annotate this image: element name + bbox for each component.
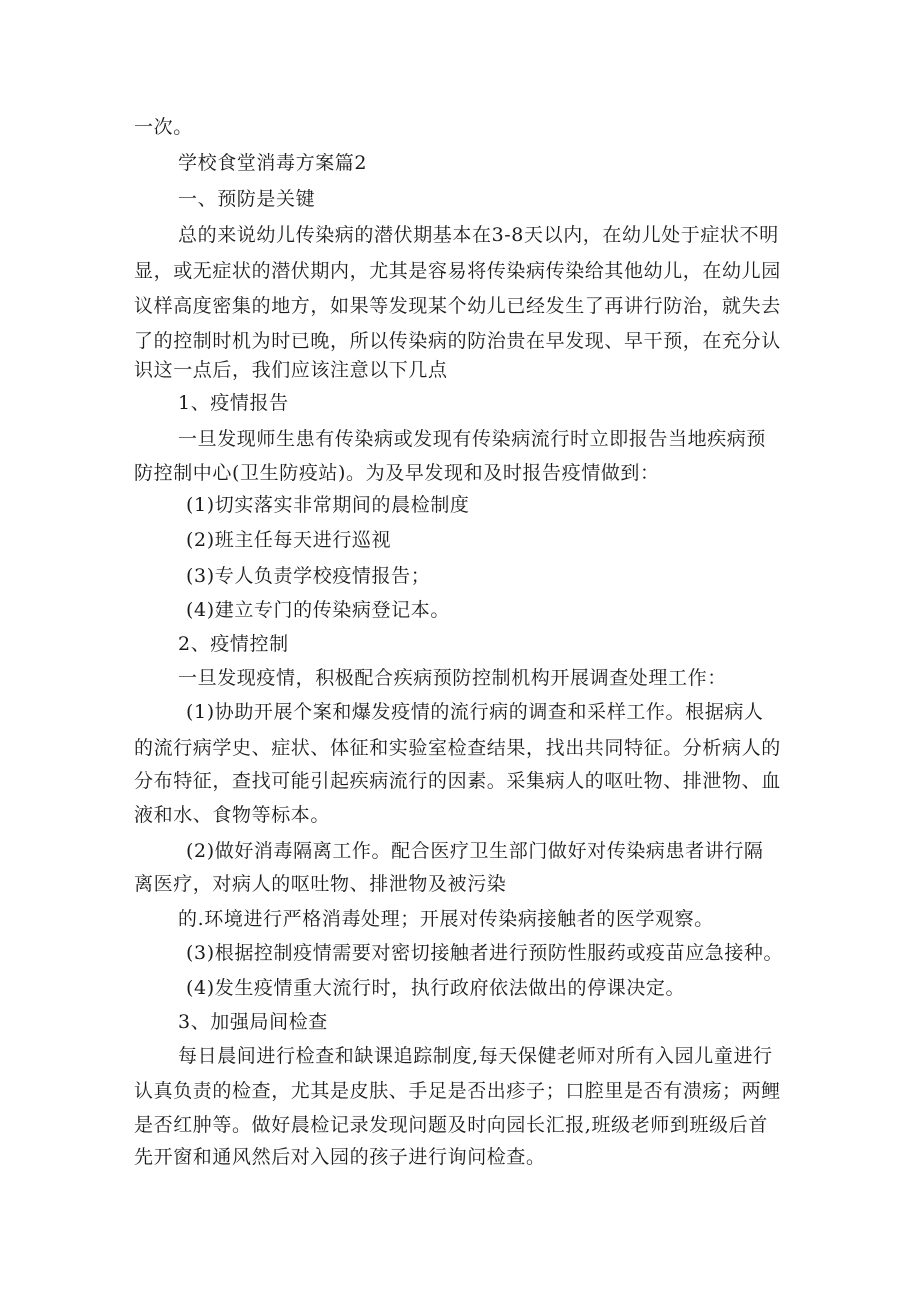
list-item: (3)根据控制疫情需要对密切接触者进行预防性服药或疫苗应急接种。	[186, 942, 784, 964]
text-line: 是否红肿等。做好晨检记录发现问题及时向园长汇报,班级老师到班级后首	[134, 1114, 768, 1136]
section-title: 学校食堂消毒方案篇2	[178, 152, 368, 174]
list-item: (4)发生疫情重大流行时，执行政府依法做出的停课决定。	[186, 977, 686, 999]
list-item: (4)建立专门的传染病登记本。	[186, 599, 450, 621]
list-item: (2)班主任每天进行巡视	[186, 529, 392, 551]
text-line: 一旦发现疫情，积极配合疾病预防控制机构开展调查处理工作：	[178, 667, 727, 689]
text-line: 分布特征，查找可能引起疾病流行的因素。采集病人的呕吐物、排泄物、血	[134, 770, 781, 792]
heading: 一、预防是关键	[178, 188, 316, 210]
text-line: 议样高度密集的地方，如果等发现某个幼儿已经发生了再讲行防治，就失去	[134, 295, 781, 317]
text-line: 每日晨间进行检查和缺课追踪制度,每天保健老师对所有入园儿童进行	[178, 1045, 773, 1067]
text-line: 一次。	[134, 116, 193, 138]
text-line: 总的来说幼儿传染病的潜伏期基本在3-8天以内，在幼儿处于症状不明	[178, 224, 779, 246]
list-item: (3)专人负责学校疫情报告；	[186, 565, 431, 587]
list-item: (2)做好消毒隔离工作。配合医疗卫生部门做好对传染病患者讲行隔	[186, 840, 764, 862]
text-line: 识这一点后，我们应该注意以下几点	[134, 359, 448, 381]
text-line: 液和水、食物等标本。	[134, 804, 331, 826]
text-line: 的.环境进行严格消毒处理；开展对传染病接触者的医学观察。	[178, 908, 714, 930]
list-item: (1)协助开展个案和爆发疫情的流行病的调查和采样工作。根据病人	[186, 701, 764, 723]
subheading: 2、疫情控制	[178, 633, 289, 655]
text-line: 先开窗和通风然后对入园的孩子进行询问检查。	[134, 1146, 546, 1168]
text-line: 防控制中心(卫生防疫站)。为及早发现和及时报告疫情做到：	[134, 462, 660, 484]
text-line: 一旦发现师生患有传染病或发现有传染病流行时立即报告当地疾病预	[178, 428, 767, 450]
list-item: (1)切实落实非常期间的晨检制度	[186, 494, 470, 516]
subheading: 1、疫情报告	[178, 392, 289, 414]
text-line: 显，或无症状的潜伏期内，尤其是容易将传染病传染给其他幼儿，在幼儿园	[134, 260, 781, 282]
text-line: 认真负责的检查，尤其是皮肤、手足是否出疹子；口腔里是否有溃疡；两鲤	[134, 1080, 781, 1102]
text-line: 了的控制时机为时已晚，所以传染病的防治贵在早发现、早干预，在充分认	[134, 330, 781, 352]
subheading: 3、加强局间检查	[178, 1011, 328, 1033]
text-line: 离医疗，对病人的呕吐物、排泄物及被污染	[134, 873, 507, 895]
text-line: 的流行病学史、症状、体征和实验室检查结果，找出共同特征。分析病人的	[134, 737, 781, 759]
